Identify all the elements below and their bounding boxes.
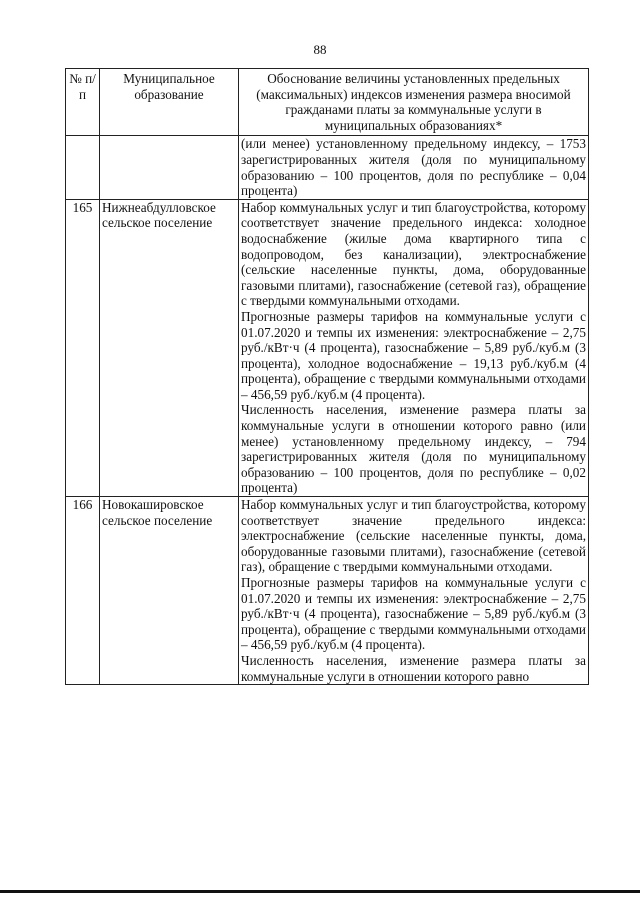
justification-paragraph: Численность населения, изменение размера платы за коммунальные услуги в отношении которого равно (241, 652, 586, 684)
tariff-justification-table (65, 68, 589, 685)
row-municipality (100, 136, 239, 199)
justification-paragraph: Прогнозные размеры тарифов на коммунальные услуги с 01.07.2020 и темпы их изменения: электроснабжение – 2,75 руб./кВт·ч (4 процента), газоснабжение – 5,89 руб./куб.м (3 процента), холодное водоснабжение – 19,13 руб./куб.м (4 процента), обращение с твердыми коммунальными отходами – 456,59 руб./куб.м (4 процента). (241, 308, 586, 402)
table-row (66, 136, 589, 199)
justification-paragraph: Набор коммунальных услуг и тип благоустройства, которому соответствует значение предельного индекса: электроснабжение (сельские населенные пункты, дома, оборудованные газовыми плитами), газоснабжение (сетевой газ), обращение с твердыми коммунальными отходами. (241, 497, 586, 575)
row-municipality: Нижнеабдулловское сельское поселение (100, 199, 239, 496)
table-header-row (66, 69, 589, 136)
table-row (66, 199, 589, 496)
row-justification (239, 136, 589, 199)
header-justification: Обоснование величины установленных предельных (максимальных) индексов изменения размера вносимой гражданами платы за коммунальные услуги в муниципальных образованиях* (239, 69, 589, 136)
header-municipality: Муниципальное образование (100, 69, 239, 136)
justification-paragraph: Прогнозные размеры тарифов на коммунальные услуги с 01.07.2020 и темпы их изменения: электроснабжение – 2,75 руб./кВт·ч (4 процента), газоснабжение – 5,89 руб./куб.м (3 процента), обращение с твердыми коммунальными отходами – 456,59 руб./куб.м (4 процента). (241, 575, 586, 653)
row-justification (239, 497, 589, 685)
row-num (66, 136, 100, 199)
row-num: 165 (66, 199, 100, 496)
row-justification (239, 199, 589, 496)
table-row (66, 497, 589, 685)
row-municipality: Новокашировское сельское поселение (100, 497, 239, 685)
justification-paragraph: Набор коммунальных услуг и тип благоустройства, которому соответствует значение предельного индекса: холодное водоснабжение (жилые дома квартирного типа с водопроводом, без канализации), электроснабжение (сельские населенные пункты, дома, оборудованные газовыми плитами), газоснабжение (сетевой газ), обращение с твердыми коммунальными отходами. (241, 199, 586, 309)
justification-paragraph: (или менее) установленному предельному индексу, – 1753 зарегистрированных жителя (доля по муниципальному образованию – 100 процентов, доля по республике – 0,04 процента) (241, 136, 586, 199)
page-number: 88 (313, 42, 327, 57)
header-num: № п/п (66, 69, 100, 136)
justification-paragraph: Численность населения, изменение размера платы за коммунальные услуги в отношении которого равно (или менее) установленному предельному индексу, – 794 зарегистрированных жителя (доля по муниципальному образованию – 100 процентов, доля по республике – 0,02 процента) (241, 402, 586, 496)
scan-bottom-edge (0, 890, 640, 893)
row-num: 166 (66, 497, 100, 685)
